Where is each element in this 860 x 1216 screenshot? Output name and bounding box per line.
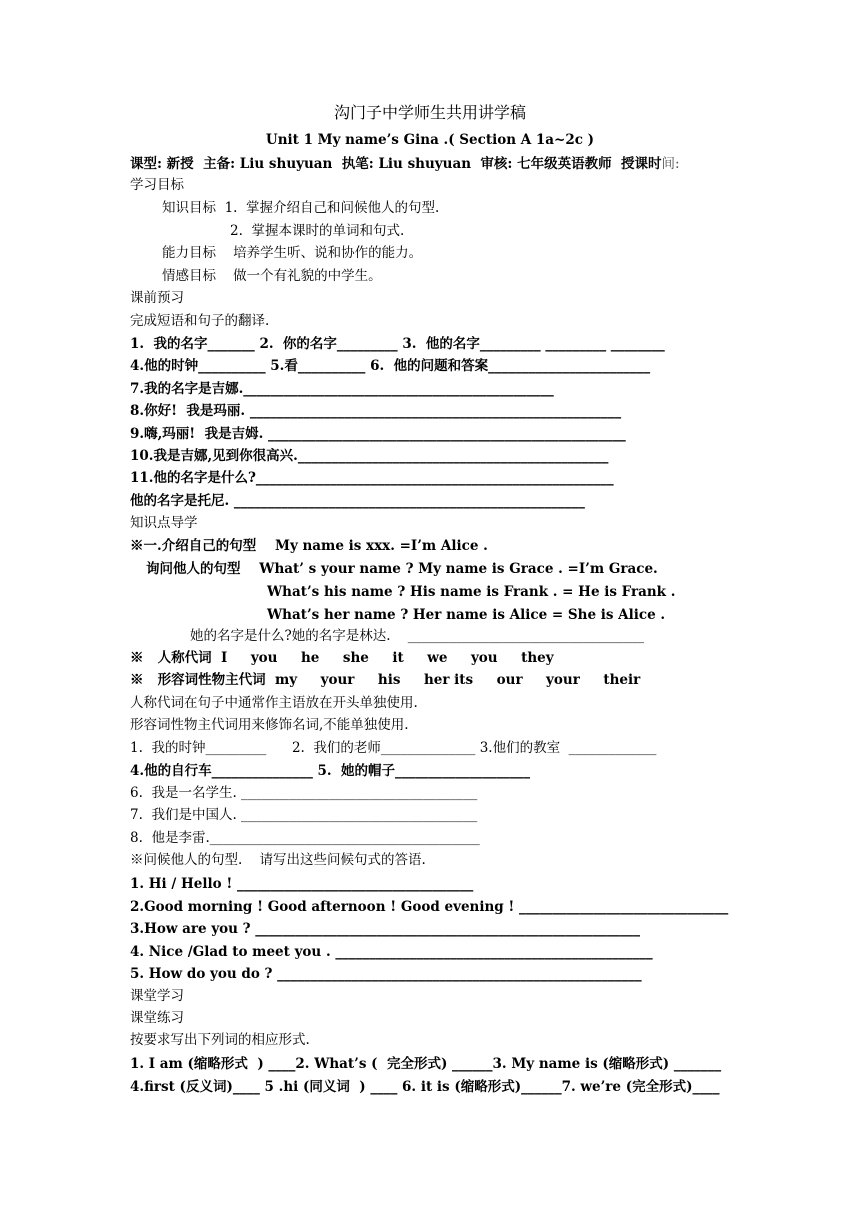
guide-exercise-3: 6. 我是一名学生. ___________________________________ — [130, 785, 478, 801]
guide-exercise-5: 8. 他是李雷.________________________________________ — [130, 830, 480, 846]
meta-text: 课型: 新授 主备: Liu shuyuan 执笔: Liu shuyuan 审核: 七年级英语教师 授课时 — [130, 156, 662, 172]
classroom-practice: 课堂练习 — [130, 1010, 184, 1026]
greeting-item-5: 5. How do you do ? ______________________________________________________ — [130, 966, 642, 982]
greeting-item-4: 4. Nice /Glad to meet you . _______________________________________________ — [130, 944, 653, 960]
objective-knowledge-2: 2. 掌握本课时的单词和句式. — [230, 223, 405, 239]
preview-item-5: 9.嗨,玛丽! 我是吉姆. _____________________________________________________ — [130, 426, 626, 442]
greeting-item-2: 2.Good morning ! Good afternoon ! Good evening ! _______________________________ — [130, 899, 729, 915]
classroom-heading: 课堂学习 — [130, 988, 184, 1004]
page-subtitle: Unit 1 My name’s Gina .( Section A 1a~2c ) — [265, 132, 595, 148]
preview-item-4: 8.你好! 我是玛丽. _______________________________________________________ — [130, 403, 622, 419]
guide-her-line: What’s her name ? Her name is Alice = She is Alice . — [267, 607, 666, 623]
greeting-item-3: 3.How are you ? _________________________________________________________ — [130, 921, 641, 937]
preview-item-2: 4.他的时钟__________ 5.看__________ 6. 他的问题和答案________________________ — [130, 358, 651, 374]
preview-item-6: 10.我是吉娜,见到你很高兴.______________________________________________ — [130, 448, 609, 464]
guide-ask-line: 询问他人的句型 What’ s your name ? My name is Grace . =I’m Grace. — [146, 561, 658, 577]
guide-exercise-4: 7. 我们是中国人. ___________________________________ — [130, 807, 478, 823]
page-title: 沟门子中学师生共用讲学稿 — [333, 103, 526, 122]
classroom-forms-2: 4.first (反义词)____ 5 .hi (同义词 ) ____ 6. it is (缩略形式)______7. we’re (完全形式)____ — [130, 1079, 720, 1095]
preview-item-8: 他的名字是托尼. ____________________________________________________ — [130, 493, 585, 509]
guide-possessive-line: ※ 形容词性物主代词 my your his her its our your their — [130, 672, 641, 688]
preview-heading: 课前预习 — [130, 290, 184, 306]
guide-exercise-1: 1. 我的时钟_________ 2. 我们的老师______________ 3.他们的教室 _____________ — [130, 740, 657, 756]
guide-rule-2: 形容词性物主代词用来修饰名词,不能单独使用. — [130, 717, 409, 733]
classroom-forms-1: 1. I am (缩略形式 ) ____2. What’s ( 完全形式) ______3. My name is (缩略形式) _______ — [130, 1056, 722, 1072]
objectives-heading: 学习目标 — [130, 177, 184, 193]
guide-exercise-2: 4.他的自行车_______________ 5. 她的帽子____________________ — [130, 763, 531, 779]
preview-item-7: 11.他的名字是什么?_____________________________________________________ — [130, 470, 614, 486]
objective-emotion: 情感目标 做一个有礼貌的中学生。 — [162, 268, 382, 284]
objective-ability: 能力目标 培养学生听、说和协作的能力。 — [162, 245, 423, 261]
meta-time-suffix: 间: — [661, 156, 680, 172]
classroom-instruction: 按要求写出下列词的相应形式. — [130, 1032, 310, 1048]
greeting-heading: ※问候他人的句型. 请写出这些问候句式的答语. — [130, 852, 426, 868]
objective-knowledge-1: 知识目标 1. 掌握介绍自己和问候他人的句型. — [162, 200, 440, 216]
greeting-item-1: 1. Hi / Hello ! ___________________________________ — [130, 876, 474, 892]
guide-rule-1: 人称代词在句子中通常作主语放在开头单独使用. — [130, 695, 418, 711]
guide-pronouns-line: ※ 人称代词 I you he she it we you they — [130, 650, 554, 666]
guide-his-line: What’s his name ? His name is Frank . = He is Frank . — [267, 584, 676, 600]
preview-instruction: 完成短语和句子的翻译. — [130, 313, 270, 329]
guide-linda-line: 她的名字是什么?她的名字是林达. ___________________________________ — [190, 628, 644, 644]
preview-item-1: 1. 我的名字_______ 2. 你的名字_________ 3. 他的名字_________ _________ ________ — [130, 336, 665, 352]
meta-line — [130, 155, 680, 173]
preview-item-3: 7.我的名字是吉娜.______________________________________________ — [130, 381, 554, 397]
guide-intro-line: ※一.介绍自己的句型 My name is xxx. =I’m Alice . — [130, 538, 488, 554]
guide-heading: 知识点导学 — [130, 515, 198, 531]
